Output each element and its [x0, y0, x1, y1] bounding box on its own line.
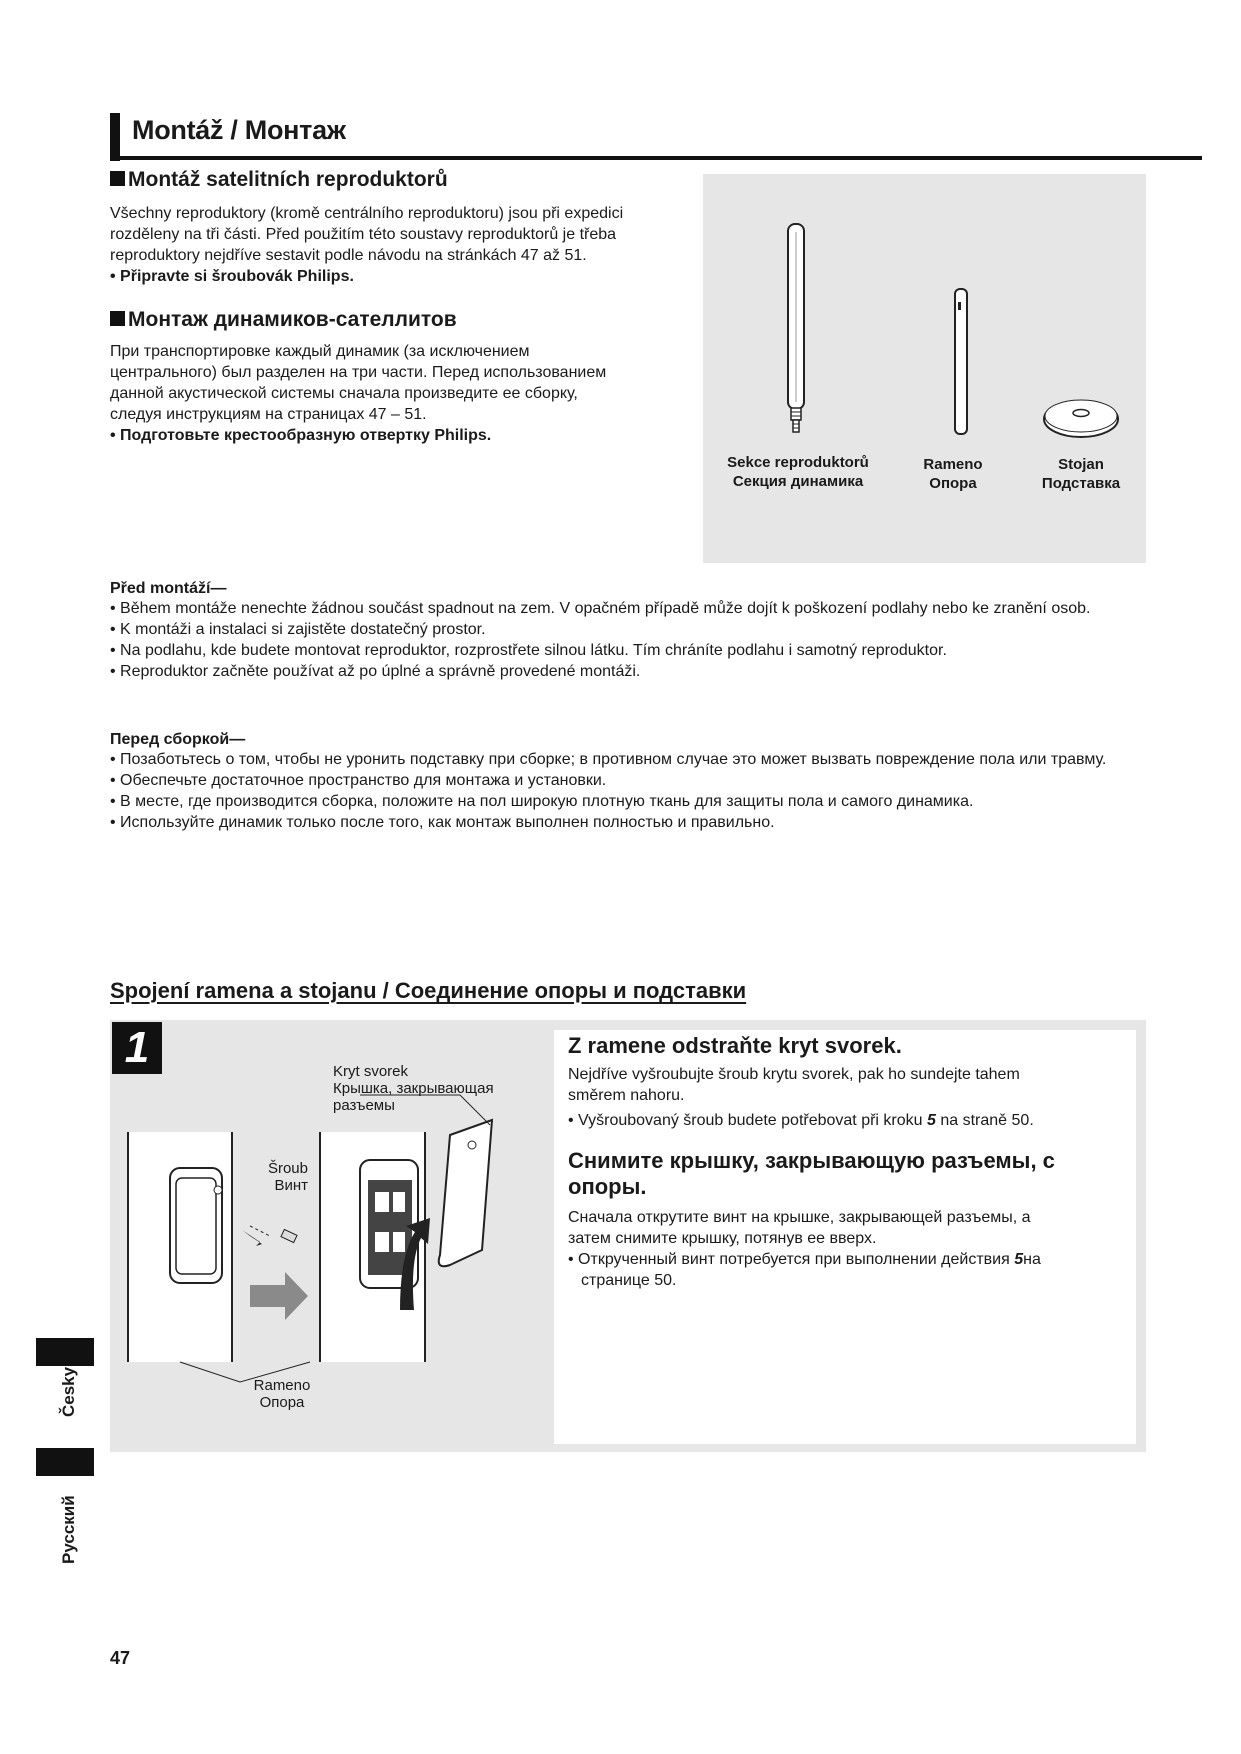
precautions-ru [110, 731, 1150, 833]
list-item: • Reproduktor začněte používat až po úplné a správně provedené montáži. [110, 663, 641, 680]
list-item: • Během montáže nenechte žádnou součást spadnout na zem. V opačném případě může dojít k poškození podlahy nebo ke zranění osob. [110, 600, 1091, 617]
lang-tab-ru: Русский [59, 1495, 78, 1564]
ru-instruction-note: • Открученный винт потребуется при выполнении действия 5на странице 50. [568, 1251, 1041, 1289]
list-item: • Обеспечьте достаточное пространство для монтажа и установки. [110, 772, 607, 789]
russian-tool-note: • Подготовьте крестообразную отвертку Philips. [110, 427, 492, 444]
czech-tool-note: • Připravte si šroubovák Philips. [110, 268, 354, 285]
part-label-arm: Rameno Опора [923, 456, 983, 492]
cz-instruction-body: Nejdříve vyšroubujte šroub krytu svorek, pak ho sundejte tahem směrem nahoru. [568, 1066, 1020, 1104]
lang-tab-cz: Česky [59, 1366, 78, 1417]
ru-instruction-heading: Снимите крышку, закрывающую разъемы, с опоры. [568, 1148, 1055, 1199]
part-label-stand: Stojan Подставка [1041, 456, 1121, 492]
precautions-cz-title: Před montáží— [110, 580, 227, 597]
russian-intro: При транспортировке каждый динамик (за исключением центрального) был разделен на три части. Перед использованием данной акустической системы сначала произведите ее сборку, следуя инструкциям на страницах 47 – 51. • Подготовьте крестообразную отвертку Philips. [110, 343, 607, 444]
title-rule [110, 156, 1202, 160]
parts-illustration [703, 174, 1146, 563]
page-number: 47 [110, 1648, 131, 1668]
cz-instruction-heading: Z ramene odstraňte kryt svorek. [568, 1033, 902, 1058]
step-text [568, 1033, 1128, 1291]
ru-instruction-body: Сначала открутите винт на крышке, закрывающей разъемы, а затем снимите крышку, потянув ее вверх. [568, 1209, 1031, 1247]
speaker-section-drawing [788, 224, 804, 432]
parts-panel [703, 174, 1146, 563]
cover-label: Kryt svorek Крышка, закрывающая разъемы [333, 1063, 494, 1114]
section2-heading: Spojení ramena a stojanu / Соединение опоры и подставки [110, 978, 747, 1003]
list-item: • Используйте динамик только после того, как монтаж выполнен полностью и правильно. [110, 814, 775, 831]
title-marker [110, 113, 120, 161]
czech-intro: Všechny reproduktory (kromě centrálního reproduktoru) jsou při expedici rozděleny na tři části. Před použitím této soustavy reproduktorů je třeba reproduktory nejdříve sestavit podle návodu na stránkách 47 až 51. • Připravte si šroubovák Philips. [110, 205, 624, 285]
arm-label: Rameno Опора [253, 1377, 311, 1411]
czech-section-heading: Montáž satelitních reproduktorů [110, 168, 448, 192]
cz-instruction-note: • Vyšroubovaný šroub budete potřebovat při kroku 5 na straně 50. [568, 1112, 1034, 1129]
list-item: • Позаботьтесь о том, чтобы не уронить подставку при сборке; в противном случае это может вызвать повреждение пола или травму. [110, 751, 1107, 768]
russian-section-heading: Монтаж динамиков-сателлитов [110, 308, 457, 332]
stand-drawing [1044, 400, 1118, 437]
list-item: • В месте, где производится сборка, положите на пол широкую плотную ткань для защиты пола и самого динамика. [110, 793, 974, 810]
screw-label: Šroub Винт [267, 1160, 308, 1194]
precautions-ru-title: Перед сборкой— [110, 731, 246, 748]
precautions-cz [110, 580, 1150, 682]
step-number: 1 [112, 1022, 162, 1074]
lang-tab-cz-marker [36, 1338, 94, 1366]
page-title: Montáž / Монтаж [132, 115, 346, 145]
list-item: • K montáži a instalaci si zajistěte dostatečný prostor. [110, 621, 486, 638]
part-label-speaker: Sekce reproduktorů Секция динамика [727, 454, 869, 490]
arm-drawing [955, 289, 967, 434]
lang-tab-ru-marker [36, 1448, 94, 1476]
list-item: • Na podlahu, kde budete montovat reproduktor, rozprostřete silnou látku. Tím chráníte podlahu i samotný reproduktor. [110, 642, 947, 659]
